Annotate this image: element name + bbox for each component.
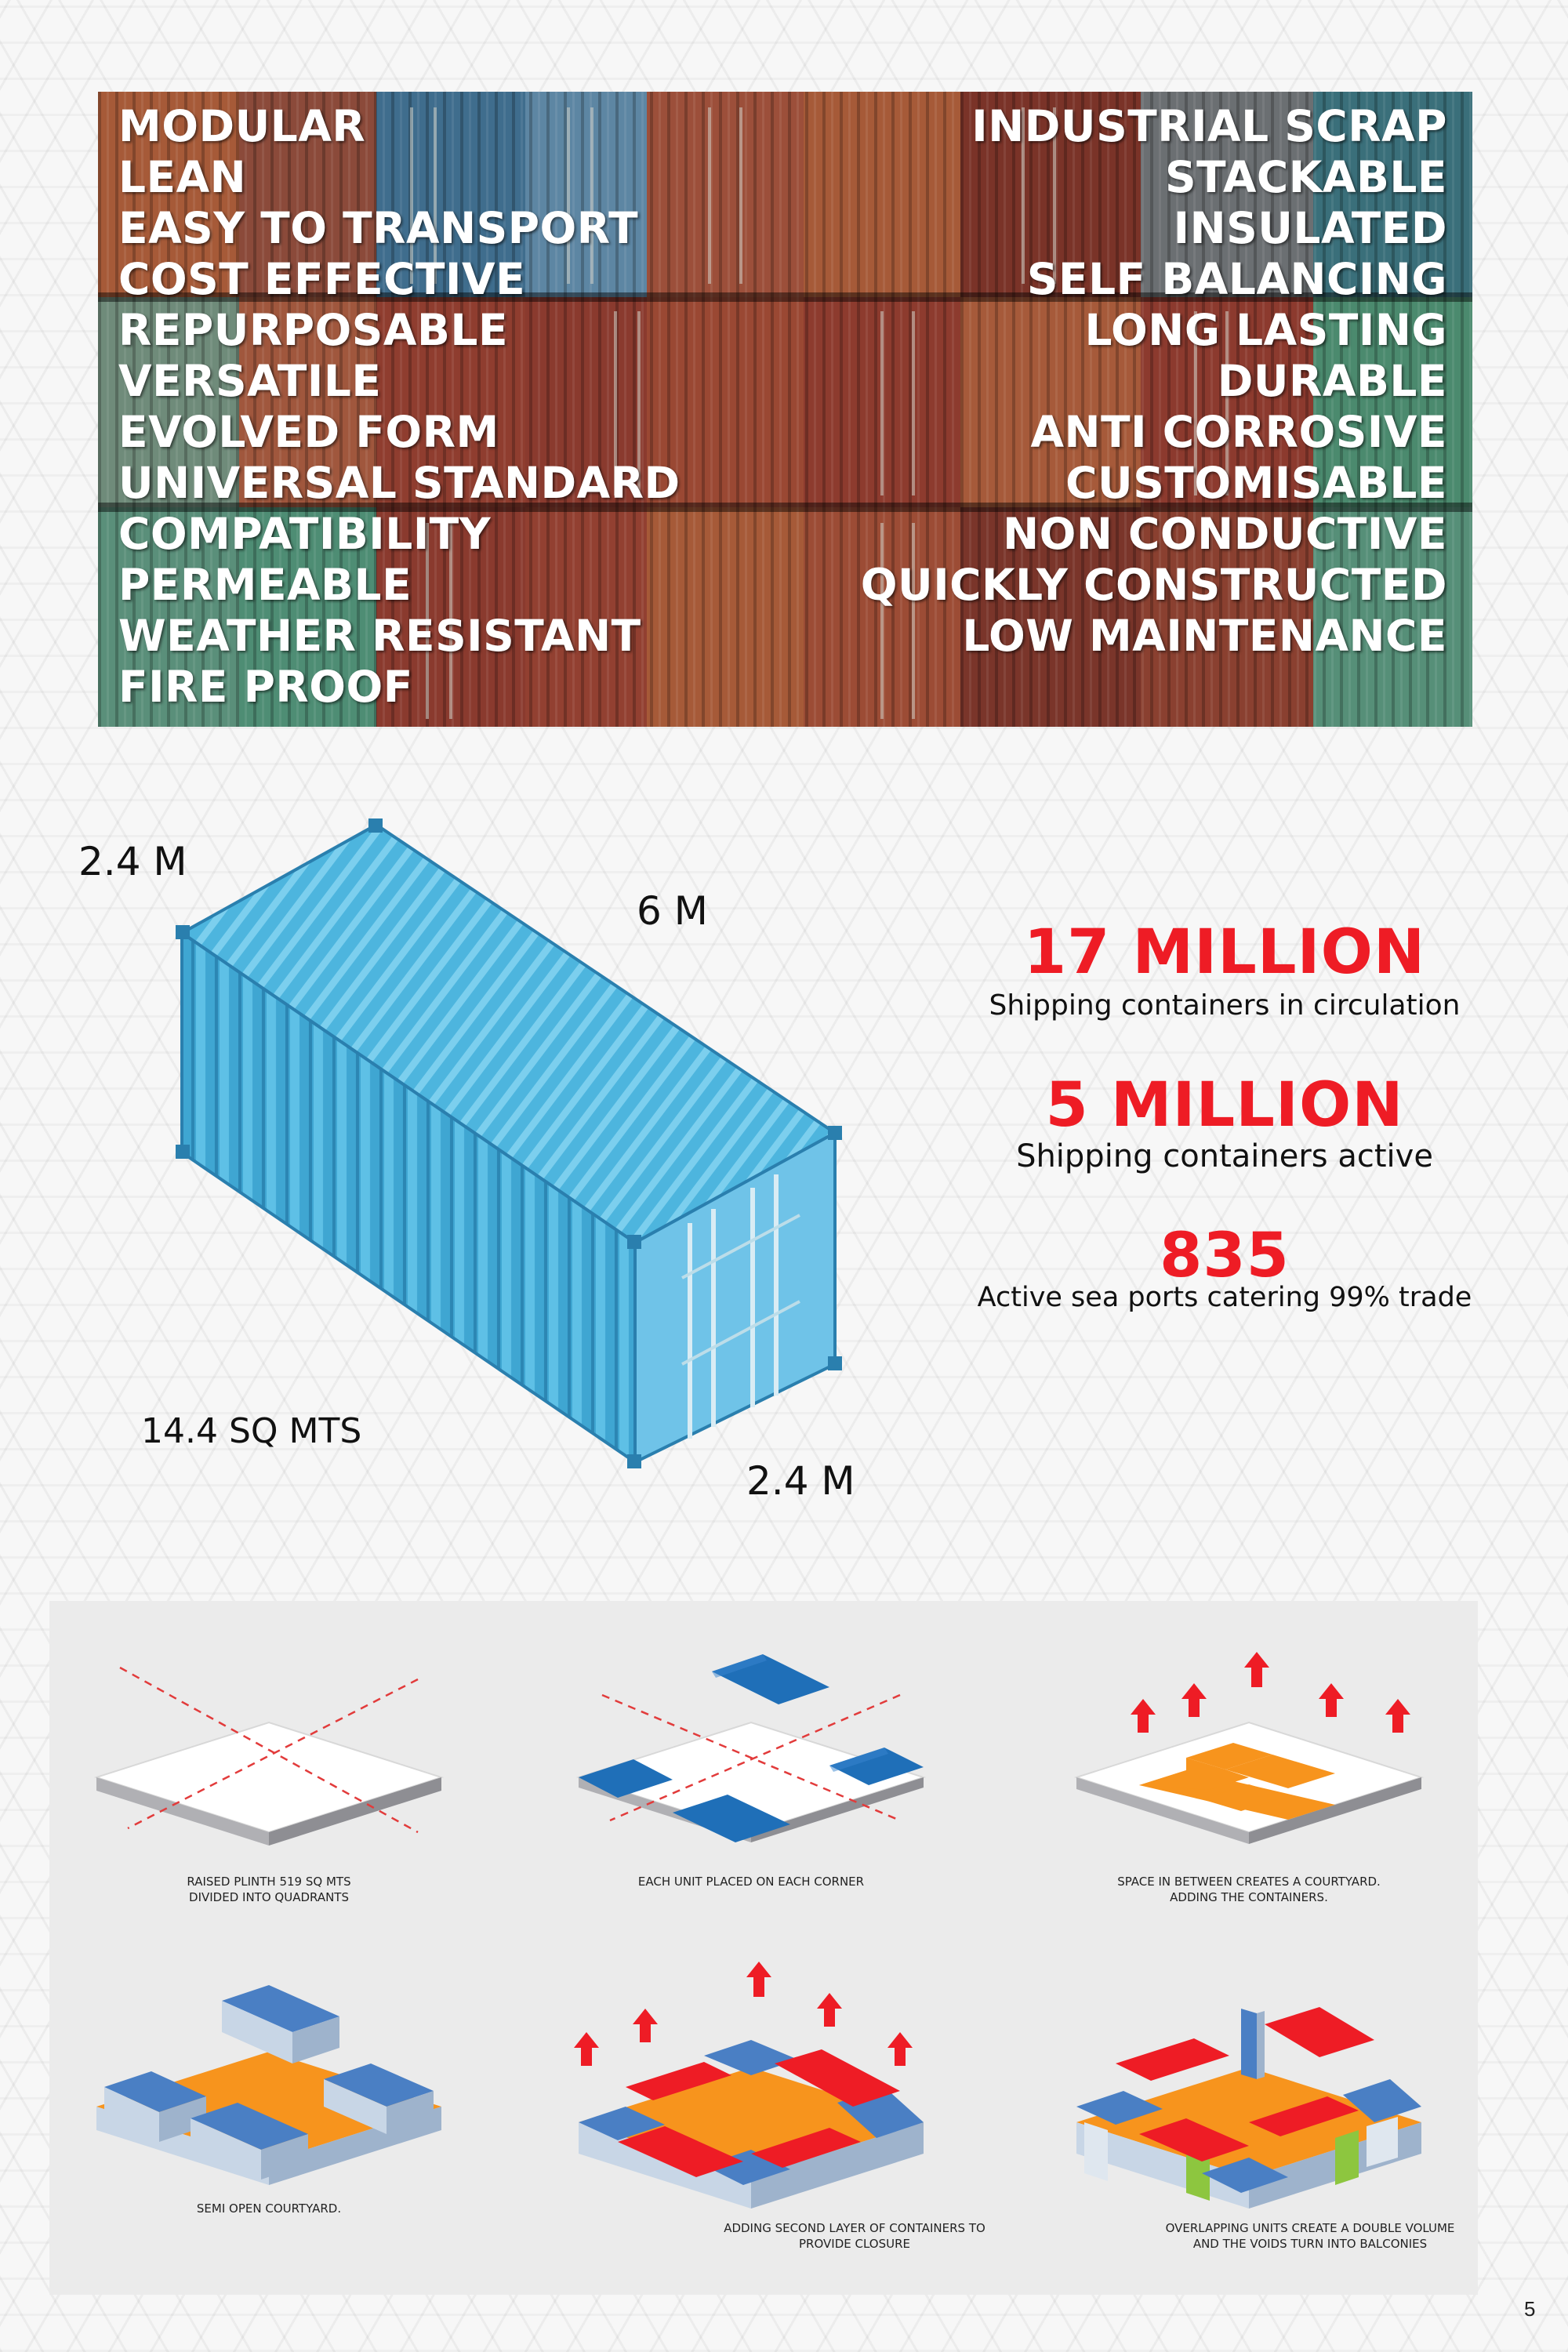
left-item: WEATHER RESISTANT [118,611,641,661]
container-length-label: 6 M [637,888,708,934]
container-width-label: 2.4 M [746,1458,855,1504]
caption-second-layer: ADDING SECOND LAYER OF CONTAINERS TO PROVIDE CLOSURE [724,2221,985,2251]
right-item: NON CONDUCTIVE [1003,509,1447,559]
diagram-second-layer [571,1946,931,2228]
right-item: STACKABLE [1164,152,1447,202]
left-item: COMPATIBILITY [118,509,492,559]
diagram-semi-open-courtyard [89,1946,449,2205]
left-item: EVOLVED FORM [118,407,499,457]
diagram-corner-units [571,1648,931,1883]
arrow-up-icons [1131,1652,1410,1733]
container-area-label: 14.4 SQ MTS [141,1411,362,1451]
stat-sea-ports-value: 835 [1160,1221,1290,1291]
left-item: PERMEABLE [118,560,412,610]
diagram-double-volume [1069,1946,1429,2228]
right-item: ANTI CORROSIVE [1030,407,1447,457]
left-item: MODULAR [118,101,366,151]
right-item: SELF BALANCING [1026,254,1447,304]
container-height-label: 2.4 M [78,839,187,884]
caption-double-volume: OVERLAPPING UNITS CREATE A DOUBLE VOLUME AND THE VOIDS TURN INTO BALCONIES [1165,2221,1455,2251]
container-benefits-left-list [118,101,681,713]
right-item: QUICKLY CONSTRUCTED [860,560,1447,610]
right-item: LOW MAINTENANCE [962,611,1447,661]
right-item: LONG LASTING [1084,305,1447,355]
container-benefits-right-list [861,101,1447,662]
left-item: REPURPOSABLE [118,305,509,355]
left-item: COST EFFECTIVE [118,254,526,304]
left-item: UNIVERSAL STANDARD [118,458,681,508]
caption-corner-units: EACH UNIT PLACED ON EACH CORNER [637,1875,865,1889]
stat-containers-circulation-value: 17 MILLION [1023,917,1426,988]
stat-containers-active-value: 5 MILLION [1045,1070,1404,1141]
shipping-container-illustration [172,815,855,1474]
caption-courtyard-space: SPACE IN BETWEEN CREATES A COURTYARD. ADDING THE CONTAINERS. [1117,1875,1381,1904]
caption-semi-open-courtyard: SEMI OPEN COURTYARD. [196,2201,342,2216]
left-item: LEAN [118,152,247,202]
right-item: INDUSTRIAL SCRAP [971,101,1447,151]
diagram-plinth-quadrants [89,1648,449,1883]
left-item: FIRE PROOF [118,662,413,712]
page-number: 5 [1524,2297,1536,2321]
left-item: VERSATILE [118,356,382,406]
container-photo-banner [98,92,1472,727]
diagram-courtyard-space [1069,1609,1429,1883]
right-item: CUSTOMISABLE [1065,458,1447,508]
stat-sea-ports-label: Active sea ports catering 99% trade [977,1282,1472,1313]
stat-containers-active-label: Shipping containers active [1016,1138,1433,1174]
right-item: DURABLE [1217,356,1447,406]
stat-containers-circulation-label: Shipping containers in circulation [989,989,1461,1022]
caption-plinth-quadrants: RAISED PLINTH 519 SQ MTS DIVIDED INTO QUADRANTS [187,1875,351,1904]
courtyard-diagram-panel [49,1601,1478,2295]
left-item: EASY TO TRANSPORT [118,203,639,253]
right-item: INSULATED [1173,203,1447,253]
